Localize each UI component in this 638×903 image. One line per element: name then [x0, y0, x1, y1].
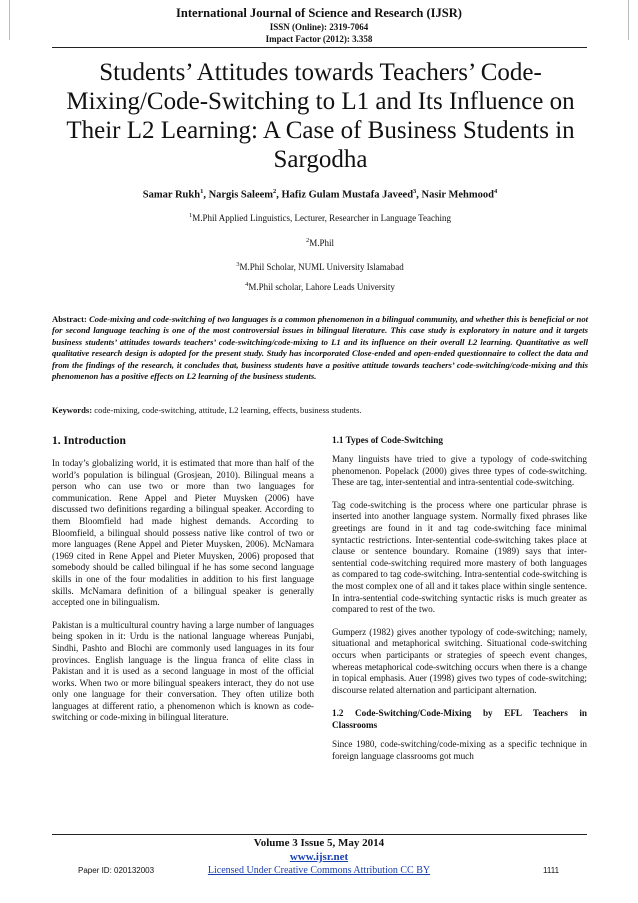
paper-title: Students’ Attitudes towards Teachers’ Code-Mixing/Code-Switching to L1 and Its Influence on Their L2 Learning: A Case of Business Students in Sargodha: [66, 59, 575, 173]
affiliation-2: $^2$M.Phil: [305, 237, 334, 248]
affiliation-1: $^1$M.Phil Applied Linguistics, Lecturer, Researcher in Language Teaching: [188, 212, 452, 223]
author-sup: 3: [413, 188, 417, 195]
license-link[interactable]: Licensed Under Creative Commons Attribution CC BY: [207, 865, 431, 876]
journal-issn: ISSN (Online): 2319-7064: [269, 22, 369, 32]
author-name: Nargis Saleem: [208, 189, 274, 201]
author-list: Samar Rukh$^1$, Nargis Saleem$^2$, Hafiz Gulam Mustafa Javeed$^3$, Nasir Mehmood$^4$: [142, 188, 498, 201]
journal-name: International Journal of Science and Research (IJSR): [176, 6, 462, 20]
keywords: [52, 404, 588, 416]
paragraph: Pakistan is a multicultural country having a large number of languages being spoken in it: Urdu is the national language whereas Punjabi, Sindhi, Pashto and Blochi are commonly used languages in its four provinces. English language is the lingua franca of elite class in Pakistan and it is used as a second language in most of the official works. When two or more bilingual speakers interact, they do not use only one language for their conversation. They often utilize both languages at different ratio, a phenomenon which is known as code-switching or code-mixing in bilingual literature.: [52, 619, 314, 723]
abstract-text: Code-mixing and code-switching of two languages is a common phenomenon in a bilingual community, and whether this is beneficial or not for second language teaching is one of the most controversial issues in bilingual literature. This case study is exploratory in nature and it targets business students’ attitudes towards teachers’ code-switching/code-mixing to L1 and its influence on their overall L2 learning. Quantitative as well qualitative research design is adopted for the present study. Study has incorporated Close-ended and open-ended questionnaire to collect the data and from the findings of the research, it concludes that, business students have a positive attitude towards teachers’ code-switching/code-mixing and this phenomenon has a positive effects on L2 learning of the business students.: [52, 314, 589, 382]
subsection-heading-efl: 1.2 Code-Switching/Code-Mixing by EFL Teachers in Classrooms: [332, 708, 587, 731]
page-number: 1111: [543, 866, 560, 875]
author-name: Nasir Mehmood: [421, 189, 494, 201]
subsection-heading-types: 1.1 Types of Code-Switching: [332, 435, 443, 445]
header-divider: [52, 47, 587, 48]
author-sup: 1: [200, 188, 204, 195]
keywords-text: code-mixing, code-switching, attitude, L2 learning, effects, business students.: [94, 405, 362, 415]
keywords-label: Keywords:: [52, 405, 93, 415]
author-name: Hafiz Gulam Mustafa Javeed: [281, 189, 414, 201]
paragraph: Gumperz (1982) gives another typology of code-switching; namely, situational and metaphorical switching. Situational code-switching occurs when participants or strategies of speech event changes, whereas metaphorical code-switching occurs when there is a change in topical emphasis. Auer (1998) gives two types of code-switching; discourse related alternation and participant alternation.: [332, 626, 587, 695]
paragraph: Since 1980, code-switching/code-mixing as a specific technique in foreign language classrooms got much: [332, 739, 587, 761]
left-column: [52, 434, 314, 735]
right-column: [332, 434, 587, 773]
author-sup: 4: [493, 188, 498, 195]
abstract: [52, 314, 588, 382]
paragraph: Many linguists have tried to give a typology of code-switching phenomenon. Popelack (2000) gives three types of code-switching. These are tag, inter-sentential and intra-sentential code-switching.: [332, 454, 587, 488]
author-sup: 2: [273, 188, 277, 195]
affiliation-3: $^3$M.Phil Scholar, NUML University Islamabad: [236, 261, 404, 272]
paragraph: In today’s globalizing world, it is estimated that more than half of the world’s population is bilingual (Grosjean, 2010). Bilingual means a person who can use two or more than two languages for communication. Rene Appel and Pieter Muysken (2006) have discussed two definitions regarding a bilingual speaker. According to them Bloomfield had made highest demands. According to Bloomfield, a bilingual should possess native like control of two or more languages (Rene Appel and Pieter Muysken, 2006). McNamara (1969 cited in Rene Appel and Pieter Muysken, 2006) proposed that somebody should be called bilingual if he has some second language skills in one of the four modalities in addition to his first language skills. McNamara definition of a bilingual speaker is generally accepted one in bilingualism.: [52, 458, 314, 608]
section-heading-introduction: 1. Introduction: [52, 435, 126, 447]
affiliation-4: $^4$M.Phil scholar, Lahore Leads University: [245, 281, 395, 292]
footer-divider: [52, 834, 587, 835]
journal-website-link[interactable]: www.ijsr.net: [289, 851, 349, 863]
paragraph: Tag code-switching is the process where one particular phrase is inserted into another language system. Normally fixed phrases like greetings are found in it and tag code-switching face minimal syntactic restrictions. Inter-sentential code-switching takes place at clause or sentence boundary. Romaine (1989) says that inter-sentential code-switching required more mastery of both languages as compared to tag code-switching. Intra-sentential code-switching is the most complex one of all and it takes place within single sentence. In intra-sentential code-switching syntactic risks is much greater as compared to rest of the two.: [332, 499, 587, 615]
author-name: Samar Rukh: [142, 189, 201, 201]
abstract-label: Abstract:: [52, 314, 87, 324]
volume-issue: Volume 3 Issue 5, May 2014: [253, 837, 385, 849]
journal-header: [0, 6, 638, 45]
journal-impact-factor: Impact Factor (2012): 3.358: [265, 34, 373, 44]
paper-id: Paper ID: 020132003: [78, 866, 155, 875]
